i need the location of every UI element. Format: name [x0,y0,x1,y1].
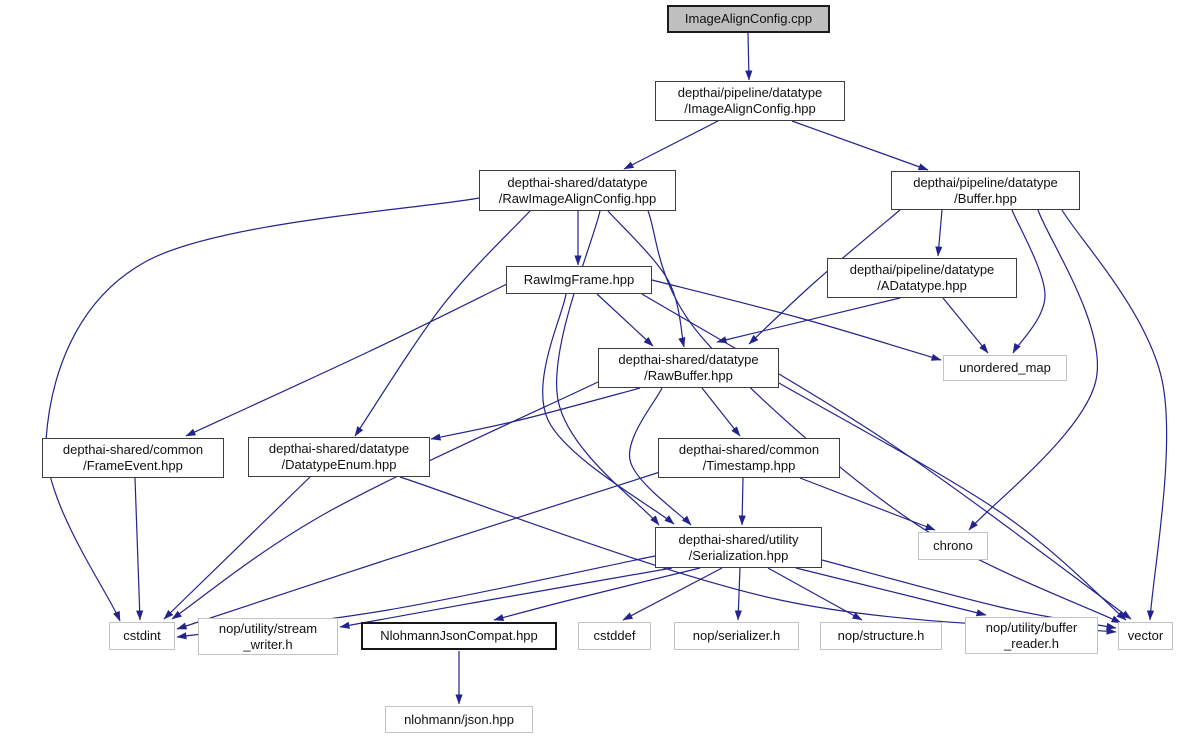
graph-node-rawiac[interactable] [479,170,676,211]
graph-node-datatypeenum-label-line-1: /DatatypeEnum.hpp [281,457,397,472]
include-edge-timestamp-to-serialization [742,478,743,525]
graph-node-rawbuffer-label-line-0: depthai-shared/datatype [618,352,759,367]
include-edge-rawbuffer-to-timestamp [702,388,740,436]
include-edge-hpp-to-rawiac [624,121,718,169]
graph-node-frameevent[interactable] [42,438,224,478]
graph-node-rawbuffer-label-line-1: /RawBuffer.hpp [644,368,733,383]
include-edge-rawimg-to-rawbuffer [597,294,653,346]
graph-node-streamwriter-label-line-1: _writer.h [243,636,293,652]
graph-node-timestamp-label-line-1: /Timestamp.hpp [702,458,796,473]
graph-node-nlohmanncompat[interactable] [361,622,557,650]
graph-node-adatatype-label-line-0: depthai/pipeline/datatype [849,262,995,277]
graph-node-rawiac-label-line-0: depthai-shared/datatype [507,174,648,190]
graph-node-serialization-label-line-0: depthai-shared/utility [678,531,799,547]
include-edge-rawiac-to-datatypeenum [355,211,530,436]
graph-node-structure [820,622,942,650]
graph-node-bufferreader [965,617,1098,654]
graph-node-adatatype-label-line-1: /ADatatype.hpp [877,278,967,293]
graph-node-rawbuffer[interactable] [598,348,779,388]
graph-node-cstdint [109,622,175,650]
include-edge-cpp-to-hpp [748,33,749,80]
graph-node-cpp [667,5,830,33]
graph-node-streamwriter [198,618,338,655]
graph-node-unorderedmap [943,355,1067,381]
graph-node-unorderedmap-label-line-0: unordered_map [959,360,1051,375]
graph-node-frameevent-label-line-1: /FrameEvent.hpp [83,458,183,473]
graph-node-rawimg[interactable] [506,266,652,294]
include-edge-serialization-to-cstddef [623,568,722,620]
include-edge-serialization-to-serializer [738,568,740,620]
include-edge-rawbuffer-to-vector [779,383,1126,620]
graph-node-streamwriter-label-line-0: nop/utility/stream [218,620,318,636]
graph-node-rawiac-label-line-1: /RawImageAlignConfig.hpp [498,190,657,206]
graph-node-hpp-label-line-0: depthai/pipeline/datatype [677,85,823,100]
include-edge-adatatype-to-rawbuffer [717,298,900,342]
graph-node-buffer-label-line-0: depthai/pipeline/datatype [913,174,1058,190]
include-edge-adatatype-to-unorderedmap [943,298,988,353]
graph-node-chrono [918,532,988,560]
graph-node-frameevent-label-line-0: depthai-shared/common [62,442,204,457]
include-edge-rawiac-to-cstdint [46,198,479,621]
graph-node-serialization-label-line-1: /Serialization.hpp [688,547,789,563]
graph-node-cpp-label-line-0: ImageAlignConfig.cpp [684,11,813,26]
graph-node-nlohmanncompat-label-line-0: NlohmannJsonCompat.hpp [380,628,538,643]
include-edge-rawbuffer-to-datatypeenum [431,388,640,439]
graph-node-timestamp[interactable] [658,438,840,478]
graph-node-structure-label-line-0: nop/structure.h [837,628,925,643]
graph-node-datatypeenum-label-line-0: depthai-shared/datatype [268,441,410,456]
graph-node-timestamp-label-line-0: depthai-shared/common [678,442,820,457]
include-edge-serialization-to-streamwriter [340,568,672,627]
graph-node-hpp[interactable] [655,81,845,121]
include-edge-buffer-to-vector [1062,210,1167,620]
graph-node-serialization[interactable] [655,527,822,568]
graph-node-vector [1118,622,1173,650]
include-edge-datatypeenum-to-cstdint [164,477,310,619]
graph-node-buffer[interactable] [891,171,1080,210]
graph-node-bufferreader-label-line-0: nop/utility/buffer [985,619,1078,635]
graph-node-json-label-line-0: nlohmann/json.hpp [404,711,514,727]
include-edge-rawimg-to-frameevent [186,284,507,436]
graph-node-cstdint-label-line-0: cstdint [123,628,161,643]
graph-node-bufferreader-label-line-1: _reader.h [1004,635,1059,651]
include-edge-hpp-to-buffer [792,121,928,170]
include-edge-rawbuffer-to-cstdint [172,382,598,619]
graph-node-serializer-label-line-0: nop/serializer.h [692,628,781,643]
include-edge-buffer-to-adatatype [938,210,942,256]
graph-node-datatypeenum[interactable] [248,437,430,477]
graph-node-adatatype[interactable] [827,258,1017,298]
graph-node-rawimg-label-line-0: RawImgFrame.hpp [523,272,635,287]
include-edge-frameevent-to-cstdint [135,478,140,620]
graph-node-json [385,706,533,733]
include-edge-serialization-to-structure [768,568,862,620]
graph-node-cstddef-label-line-0: cstddef [593,628,636,643]
graph-node-chrono-label-line-0: chrono [933,538,973,553]
graph-node-serializer [674,622,799,650]
graph-node-vector-label-line-0: vector [1127,628,1164,643]
include-edge-timestamp-to-cstdint [177,472,660,629]
graph-node-hpp-label-line-1: /ImageAlignConfig.hpp [684,101,816,116]
graph-node-cstddef [578,622,651,650]
include-edge-timestamp-to-chrono [800,478,935,530]
graph-node-buffer-label-line-1: /Buffer.hpp [954,190,1017,206]
